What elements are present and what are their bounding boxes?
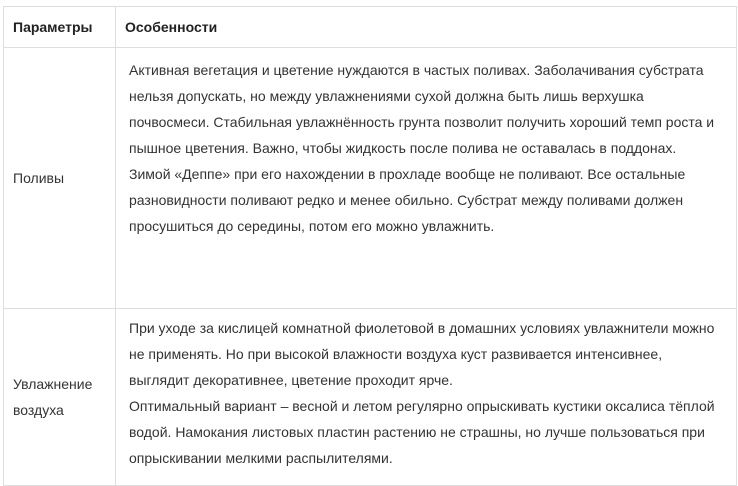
watering-paragraph-winter: Зимой «Деппе» при его нахождении в прохладе вообще не поливают. Все остальные разновидности поливают редко и менее обильно. Субстрат между поливами должен просушиться до середины, потом его можно увлажнить. xyxy=(129,166,686,234)
header-features: Особенности xyxy=(116,7,737,48)
features-cell-watering xyxy=(116,48,737,309)
table-row-watering xyxy=(4,48,737,309)
param-cell-watering: Поливы xyxy=(4,48,116,309)
header-parameters: Параметры xyxy=(4,7,116,48)
table-row-humidity xyxy=(4,309,737,486)
param-cell-humidity: Увлажнение воздуха xyxy=(4,309,116,486)
watering-paragraph-summer: Активная вегетация и цветение нуждаются в частых поливах. Заболачивания субстрата нельзя допускать, но между увлажнениями сухой должна быть лишь верхушка почвосмеси. Стабильная увлажнённость грунта позволит получить хороший темп роста и пышное цветения. Важно, чтобы жидкость после полива не оставалась в поддонах. xyxy=(129,62,715,156)
humidity-paragraph-general: При уходе за кислицей комнатной фиолетовой в домашних условиях увлажнители можно не применять. Но при высокой влажности воздуха куст развивается интенсивнее, выглядит декоративнее, цветение проходит ярче. xyxy=(129,320,715,388)
care-parameters-table xyxy=(3,6,737,486)
table-header-row xyxy=(4,7,737,48)
features-cell-humidity xyxy=(116,309,737,486)
humidity-paragraph-spraying: Оптимальный вариант – весной и летом регулярно опрыскивать кустики оксалиса тёплой водой. Намокания листовых пластин растению не страшны, но лучше пользоваться при опрыскивании мелкими распылителями. xyxy=(129,398,715,466)
